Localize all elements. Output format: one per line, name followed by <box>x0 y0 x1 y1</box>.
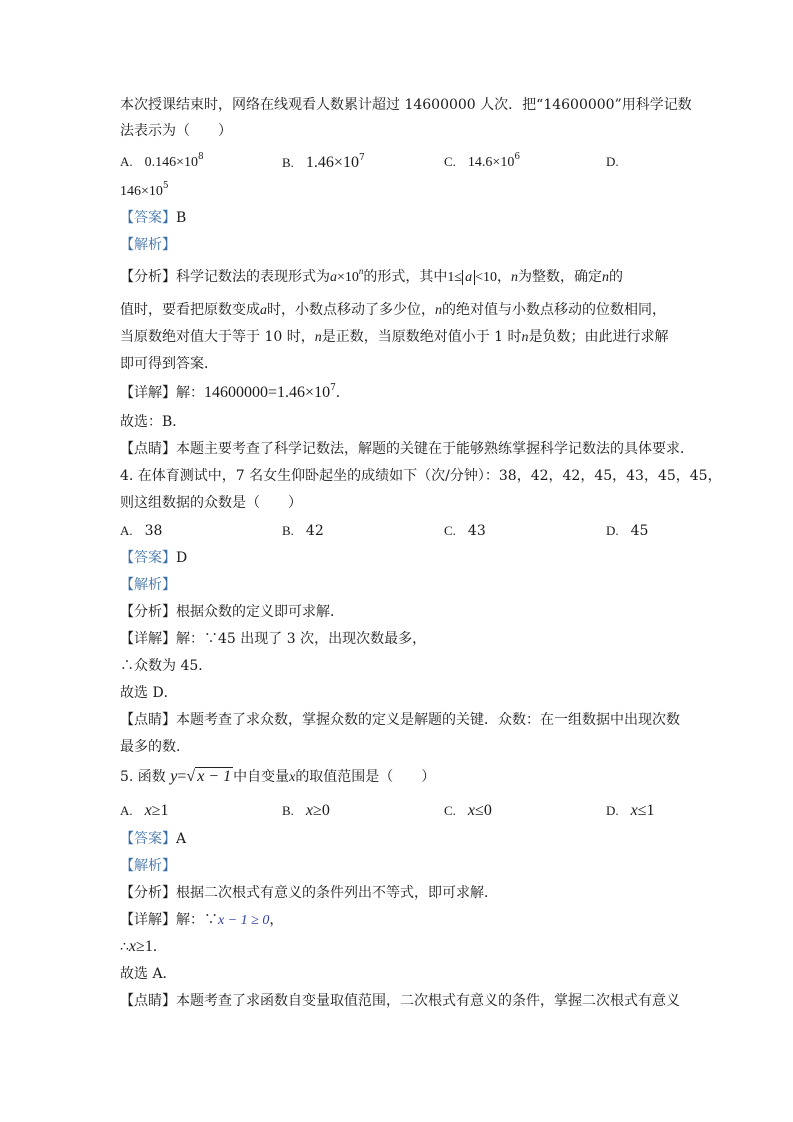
times-sign: × <box>492 155 501 170</box>
stem-text: 中自变量 <box>233 769 290 785</box>
radical-sign: √ <box>186 768 196 785</box>
q3-option-a <box>120 151 204 174</box>
var-n: n <box>358 266 364 276</box>
fenxi-text: 科学记数法的表现形式为 <box>176 269 330 285</box>
q5-option-d <box>606 799 655 822</box>
option-value: 42 <box>305 523 324 539</box>
q4-therefore: ∴众数为 45． <box>120 658 213 674</box>
q3-choose: 故选：B． <box>120 414 187 430</box>
option-label: D. <box>606 523 619 538</box>
comment-text: 本题主要考查了科学记数法，解题的关键在于能够熟练掌握科学记数法的具体要求． <box>176 441 694 457</box>
q5-therefore <box>120 937 167 957</box>
q3-fenxi-line2 <box>120 300 666 321</box>
answer-tag: 【答案】 <box>120 210 176 226</box>
var-n: n <box>602 270 609 285</box>
option-op: ≤ <box>637 802 647 819</box>
q3-detail <box>120 383 350 403</box>
option-mantissa: 146 <box>120 184 141 199</box>
detail-prefix: 解： <box>176 385 204 401</box>
q3-analysis-tag <box>120 235 176 255</box>
option-label: B. <box>282 155 294 170</box>
fenxi-text: 的绝对值与小数点移动的位数相同， <box>442 302 666 318</box>
times-sign: × <box>176 155 185 170</box>
option-num: 0 <box>483 802 492 819</box>
q3-option-b <box>282 151 365 174</box>
stem-text: 的取值范围是（ ） <box>295 769 436 785</box>
option-label: D. <box>606 803 619 818</box>
q5-detail <box>120 910 283 931</box>
answer-value: A <box>176 831 187 847</box>
detail-exponent: 7 <box>330 383 336 393</box>
analysis-tag: 【解析】 <box>120 858 176 874</box>
q4-choose: 故选 D． <box>120 685 178 701</box>
detail-prefix: 解：∵ <box>176 912 218 928</box>
fenxi-text: 的 <box>609 269 623 285</box>
option-value: 38 <box>144 523 163 539</box>
option-var: x <box>467 802 476 819</box>
therefore-rest: ≥1 <box>136 938 153 955</box>
fenxi-tag: 【分析】 <box>120 269 176 285</box>
q4-option-c <box>444 520 486 542</box>
option-label: B. <box>282 803 294 818</box>
option-exponent: 8 <box>198 152 204 162</box>
q4-stem-line1: 4. 在体育测试中，7 名女生仰卧起坐的成绩如下（次/分钟）：38，42，42，45，43，45，45， <box>120 468 722 484</box>
ten: 10 <box>344 270 359 285</box>
var-n: n <box>435 303 442 318</box>
var-n: n <box>511 270 518 285</box>
var-x: x <box>128 938 137 955</box>
option-var: x <box>144 802 152 819</box>
option-num: 0 <box>321 802 330 819</box>
answer-value: B <box>176 210 187 226</box>
times-sign: × <box>141 184 149 199</box>
option-mantissa: 1.46 <box>305 154 334 171</box>
fenxi-text: ， <box>497 269 511 285</box>
q3-option-d-label-wrap <box>606 151 631 173</box>
fenxi-text: 根据二次根式有意义的条件列出不等式，即可求解． <box>176 885 498 901</box>
option-label: A. <box>120 154 133 169</box>
q4-option-a <box>120 520 162 542</box>
var-n: n <box>314 330 322 345</box>
detail-tag: 【详解】 <box>120 385 176 401</box>
q5-stem <box>120 767 435 788</box>
option-mantissa: 14.6 <box>467 155 493 170</box>
fenxi-text: 是负数；由此进行求解 <box>528 329 669 345</box>
var-y: y <box>170 768 178 785</box>
q4-option-b <box>282 520 324 542</box>
lt-sign: < <box>475 270 483 285</box>
q4-detail <box>120 629 426 649</box>
option-base: 10 <box>342 154 359 171</box>
option-exponent: 7 <box>358 153 365 163</box>
option-label: C. <box>444 154 456 169</box>
fenxi-text: 的形式，其中 <box>363 269 448 285</box>
detail-expr: 14600000=1.46 <box>204 384 306 401</box>
fenxi-text: 值时，要看把原数变成 <box>120 302 260 318</box>
q5-option-b <box>282 799 330 822</box>
q5-option-c <box>444 799 492 822</box>
q5-option-a <box>120 799 169 822</box>
q4-comment-line2: 最多的数． <box>120 739 190 755</box>
option-op: ≤ <box>475 802 484 819</box>
le-sign: ≤ <box>454 270 463 285</box>
q4-stem-line2: 则这组数据的众数是（ ） <box>120 495 302 511</box>
answer-tag: 【答案】 <box>120 550 176 566</box>
q3-option-c <box>444 151 520 174</box>
option-mantissa: 0.146 <box>144 155 177 170</box>
fenxi-text: 根据众数的定义即可求解． <box>176 604 344 620</box>
option-label: C. <box>444 523 456 538</box>
detail-tag: 【详解】 <box>120 631 176 647</box>
answer-value: D <box>176 550 188 566</box>
option-exponent: 5 <box>162 181 169 191</box>
detail-inequality: x − 1 ≥ 0 <box>218 913 270 928</box>
q5-answer <box>120 829 186 849</box>
eq-sign: = <box>177 768 187 785</box>
var-n: n <box>521 330 529 345</box>
var-a: a <box>260 303 267 318</box>
option-var: x <box>630 802 638 819</box>
option-label: A. <box>120 803 133 818</box>
comment-tag: 【点睛】 <box>120 993 176 1009</box>
comment-text: 本题考查了求众数，掌握众数的定义是解题的关键．众数：在一组数据中出现次数 <box>176 712 680 728</box>
q5-fenxi <box>120 883 498 903</box>
option-label: B. <box>282 523 294 538</box>
option-base: 10 <box>148 184 163 199</box>
q3-stem-line1: 本次授课结束时，网络在线观看人数累计超过 14600000 人次．把“14600000”用科学记数 <box>120 97 692 113</box>
q4-comment-line1 <box>120 710 680 730</box>
option-label: A. <box>120 523 133 538</box>
q3-comment <box>120 439 694 459</box>
therefore-end: ． <box>152 939 167 955</box>
option-exponent: 6 <box>514 152 521 162</box>
abs-a: a <box>462 270 475 285</box>
option-label: D. <box>606 154 619 169</box>
fenxi-text: 当原数绝对值大于等于 10 时， <box>120 329 315 345</box>
option-value: 45 <box>630 523 649 539</box>
q3-fenxi-line4: 即可得到答案． <box>120 356 218 372</box>
fenxi-tag: 【分析】 <box>120 885 176 901</box>
analysis-tag: 【解析】 <box>120 237 176 253</box>
q3-stem-line2: 法表示为（ ） <box>120 123 232 139</box>
detail-tag: 【详解】 <box>120 912 176 928</box>
q5-choose: 故选 A． <box>120 966 177 982</box>
comment-tag: 【点睛】 <box>120 712 176 728</box>
radicand: x − 1 <box>197 768 232 785</box>
option-num: 1 <box>160 802 169 819</box>
option-base: 10 <box>184 155 199 170</box>
comment-tag: 【点睛】 <box>120 441 176 457</box>
option-label: C. <box>444 803 456 818</box>
ten: 10 <box>483 270 497 285</box>
comment-text: 本题考查了求函数自变量取值范围，二次根式有意义的条件，掌握二次根式有意义 <box>176 993 680 1009</box>
option-value: 43 <box>467 523 486 539</box>
detail-base: 10 <box>314 384 331 401</box>
q4-fenxi <box>120 602 344 622</box>
times-sign: × <box>337 270 345 285</box>
stem-text: 5. 函数 <box>120 769 166 785</box>
var-a: a <box>330 270 337 285</box>
option-op: ≥ <box>313 802 322 819</box>
var-x: x <box>289 770 296 785</box>
answer-tag: 【答案】 <box>120 831 176 847</box>
q3-fenxi-line3 <box>120 327 669 348</box>
option-num: 1 <box>646 802 655 819</box>
q5-comment <box>120 991 680 1011</box>
q3-answer <box>120 208 186 228</box>
detail-end: ． <box>335 385 350 401</box>
times-sign: × <box>305 384 315 401</box>
q3-fenxi-line1 <box>120 267 623 288</box>
q4-analysis-tag <box>120 575 176 595</box>
q4-option-d <box>606 520 648 542</box>
times-sign: × <box>333 154 343 171</box>
fenxi-text: 为整数，确定 <box>518 269 602 285</box>
option-var: x <box>305 802 314 819</box>
analysis-tag: 【解析】 <box>120 577 176 593</box>
fenxi-tag: 【分析】 <box>120 604 176 620</box>
fenxi-text: 是正数，当原数绝对值小于 1 时 <box>321 329 522 345</box>
option-base: 10 <box>500 155 515 170</box>
detail-text: 解：∵45 出现了 3 次，出现次数最多， <box>176 631 427 647</box>
q3-option-d <box>120 180 169 203</box>
q4-answer <box>120 548 187 568</box>
detail-comma: ， <box>269 912 284 928</box>
option-op: ≥ <box>151 802 161 819</box>
q5-analysis-tag <box>120 856 176 876</box>
therefore-sign: ∴ <box>120 939 129 955</box>
one: 1 <box>447 270 455 285</box>
fenxi-text: 时，小数点移动了多少位， <box>267 302 435 318</box>
